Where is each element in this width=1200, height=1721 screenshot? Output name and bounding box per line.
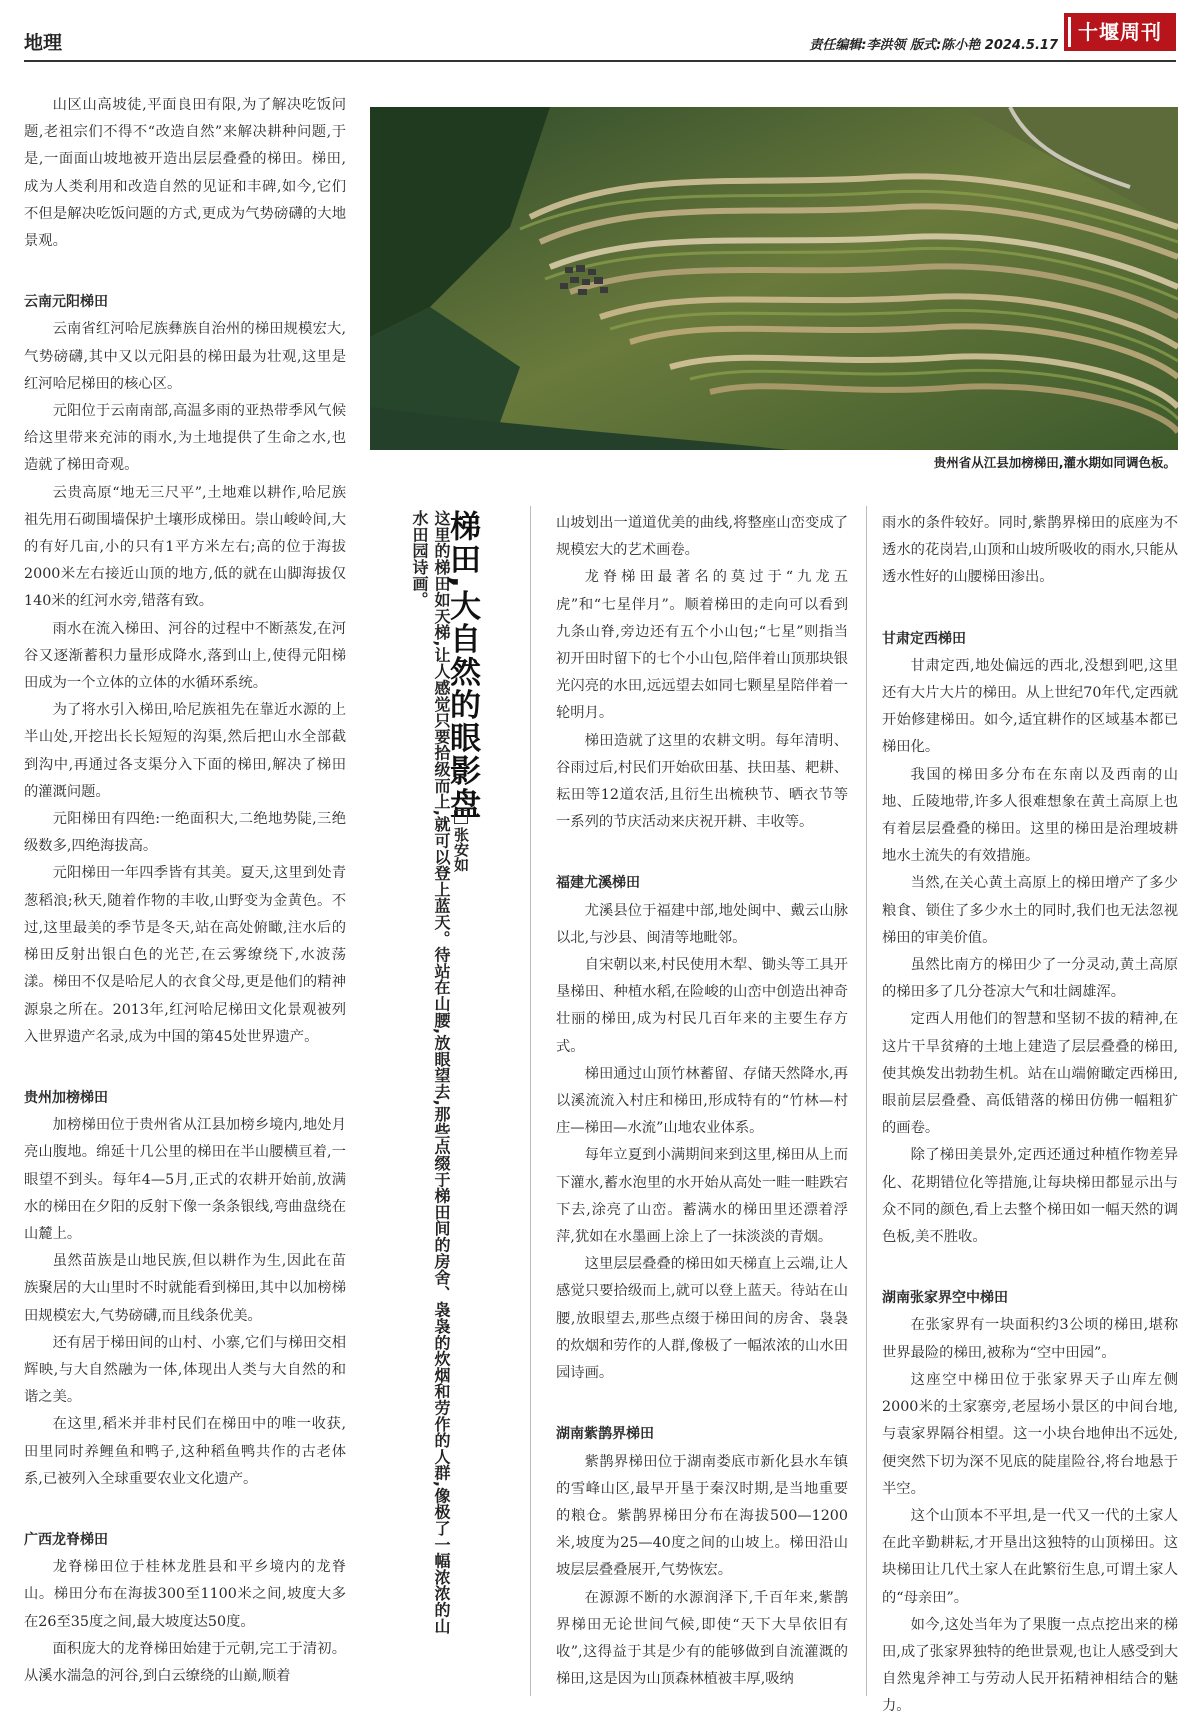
intro-paragraph: 山区山高坡徒,平面良田有限,为了解决吃饭问题,老祖宗们不得不“改造自然”来解决耕种问题,于是,一面面山坡地被开造出层层叠叠的梯田。梯田,成为人类利用和改造自然的见证和丰碑,如今,它们不但是解决吃饭问题的方式,更成为气势磅礴的大地景观。 xyxy=(24,97,346,250)
paragraph: 云贵高原“地无三尺平”,土地难以耕作,哈尼族祖先用石砌围墙保护土壤形成梯田。崇山峻岭间,大的有好几亩,小的只有1平方米左右;高的位于海拔2000米左右接近山顶的地方,低的就在山脚海拔仅140米的红河水旁,错落有致。 xyxy=(24,484,346,610)
paragraph: 这座空中梯田位于张家界天子山库左侧2000米的土家寨旁,老屋场小景区的中间台地,与袁家界隔谷相望。这一小块台地伸出不远处,便突然下切为深不见底的陡崖险谷,将台地悬于半空。 xyxy=(882,1371,1178,1497)
paragraph: 这个山顶本不平坦,是一代又一代的土家人在此辛勤耕耘,才开垦出这独特的山顶梯田。这块梯田让几代土家人在此繁衍生息,可谓土家人的“母亲田”。 xyxy=(882,1507,1178,1606)
paragraph: 在张家界有一块面积约3公顷的梯田,堪称世界最险的梯田,被称为“空中田园”。 xyxy=(882,1317,1178,1361)
terraces-photo-illustration xyxy=(370,107,1178,450)
article-column-1 xyxy=(24,92,346,1690)
editor-credits: 责任编辑:李洪领 版式:陈小艳 2024.5.17 xyxy=(809,38,1058,53)
paragraph: 甘肃定西,地处偏远的西北,没想到吧,这里还有大片大片的梯田。从上世纪70年代,定西就开始修建梯田。如今,适宜耕作的区域基本都已梯田化。 xyxy=(882,657,1178,756)
paragraph: 雨水在流入梯田、河谷的过程中不断蒸发,在河谷又逐渐蓄积力量形成降水,落到山上,使得元阳梯田成为一个立体的立体的水循环系统。 xyxy=(24,620,346,692)
section-heading-youxi: 福建尤溪梯田 xyxy=(556,875,640,892)
section-heading-longji: 广西龙脊梯田 xyxy=(24,1531,108,1548)
section-label: 地理 xyxy=(24,32,63,54)
paragraph: 我国的梯田多分布在东南以及西南的山地、丘陵地带,许多人很难想象在黄土高原上也有着层层叠叠的梯田。这里的梯田是治理坡耕地水土流失的有效措施。 xyxy=(882,766,1178,865)
paragraph: 龙脊梯田位于桂林龙胜县和平乡境内的龙脊山。梯田分布在海拔300至1100米之间,坡度大多在26至35度之间,最大坡度达50度。 xyxy=(24,1559,346,1630)
terraces-photo xyxy=(370,107,1178,450)
paragraph: 加榜梯田位于贵州省从江县加榜乡境内,地处月亮山腹地。绵延十几公里的梯田在半山腰横亘着,一眼望不到头。每年4—5月,正式的农耕开始前,放满水的梯田在夕阳的反射下像一条条银线,弯曲盘绕在山麓上。 xyxy=(24,1117,346,1242)
paragraph: 紫鹊界梯田位于湖南娄底市新化县水车镇的雪峰山区,最早开垦于秦汉时期,是当地重要的粮仓。紫鹊界梯田分布在海拔500—1200米,坡度为25—40度之间的山坡上。梯田沿山坡层层叠叠展开,气势恢宏。 xyxy=(556,1453,848,1579)
section-heading-zhangjiajie: 湖南张家界空中梯田 xyxy=(882,1290,1008,1307)
column-divider xyxy=(866,506,867,1696)
paragraph: 虽然苗族是山地民族,但以耕作为生,因此在苗族聚居的大山里时不时就能看到梯田,其中以加榜梯田规模宏大,气势磅礴,而且线条优美。 xyxy=(24,1253,346,1324)
article-author: 张安如 xyxy=(451,810,472,872)
paragraph: 龙脊梯田最著名的莫过于“九龙五虎”和“七星伴月”。顺着梯田的走向可以看到九条山脊,旁边还有五个小山包;“七星”则指当初开田时留下的七个小山包,陪伴着山顶那块银光闪亮的水田,远远望去如同七颗星星陪伴着一轮明月。 xyxy=(556,569,848,722)
paragraph: 每年立夏到小满期间来到这里,梯田从上而下灌水,蓄水泡里的水开始从高处一畦一畦跌宕下去,涂亮了山峦。蓄满水的梯田里还漂着浮萍,犹如在水墨画上涂上了一抹淡淡的青烟。 xyxy=(556,1147,848,1246)
column-divider xyxy=(530,506,531,1696)
page-header xyxy=(24,18,1176,62)
paragraph: 梯田造就了这里的农耕文明。每年清明、谷雨过后,村民们开始砍田基、扶田基、耙耕、耘田等12道农活,且衍生出梳秧节、晒衣节等一系列的节庆活动来庆祝开耕、丰收等。 xyxy=(556,732,848,831)
paragraph: 虽然比南方的梯田少了一分灵动,黄土高原的梯田多了几分苍凉大气和壮阔雄浑。 xyxy=(882,957,1178,1001)
paragraph: 在源源不断的水源润泽下,千百年来,紫鹊界梯田无论世间气候,即使“天下大旱依旧有收”,这得益于其是少有的能够做到自流灌溉的梯田,这是因为山顶森林植被丰厚,吸纳 xyxy=(556,1589,848,1688)
paragraph: 元阳梯田有四绝:一绝面积大,二绝地势陡,三绝级数多,四绝海拔高。 xyxy=(24,811,346,855)
article-lead: 这里的梯田如天梯,让人感觉只要拾级而上,就可以登上蓝天。待站在山腰,放眼望去,那些点缀于梯田间的房舍、袅袅的炊烟和劳作的人群,像极了一幅浓浓的山水田园诗画。 xyxy=(410,510,451,1634)
article-column-2 xyxy=(556,510,848,1693)
article-column-3 xyxy=(882,510,1178,1721)
paragraph: 定西人用他们的智慧和坚韧不拔的精神,在这片干旱贫瘠的土地上建造了层层叠叠的梯田,使其焕发出勃勃生机。站在山端俯瞰定西梯田,眼前层层叠叠、高低错落的梯田仿佛一幅粗犷的画卷。 xyxy=(882,1011,1178,1137)
paragraph: 当然,在关心黄土高原上的梯田增产了多少粮食、锁住了多少水土的同时,我们也无法忽视梯田的审美价值。 xyxy=(882,875,1178,946)
article-title: 梯田,大自然的眼影盘 xyxy=(444,510,480,821)
paragraph: 还有居于梯田间的山村、小寨,它们与梯田交相辉映,与大自然融为一体,体现出人类与大自然的和谐之美。 xyxy=(24,1334,346,1406)
paragraph: 如今,这处当年为了果腹一点点挖出来的梯田,成了张家界独特的绝世景观,也让人感受到大自然鬼斧神工与劳动人民开拓精神相结合的魅力。 xyxy=(882,1616,1178,1715)
paragraph: 为了将水引入梯田,哈尼族祖先在靠近水源的上半山处,开挖出长长短短的沟渠,然后把山水全部截到沟中,再通过各支渠分入下面的梯田,解决了梯田的灌溉问题。 xyxy=(24,702,346,800)
paragraph: 雨水的条件较好。同时,紫鹊界梯田的底座为不透水的花岗岩,山顶和山坡所吸收的雨水,只能从透水性好的山腰梯田渗出。 xyxy=(882,515,1178,586)
paragraph: 这里层层叠叠的梯田如天梯直上云端,让人感觉只要拾级而上,就可以登上蓝天。待站在山腰,放眼望去,那些点缀于梯田间的房舍、袅袅的炊烟和劳作的人群,像极了一幅浓浓的山水田园诗画。 xyxy=(556,1256,848,1382)
photo-caption: 贵州省从江县加榜梯田,灌水期如同调色板。 xyxy=(933,455,1176,470)
paragraph: 自宋朝以来,村民使用木犁、锄头等工具开垦梯田、种植水稻,在险峻的山峦中创造出神奇壮丽的梯田,成为村民几百年来的主要生存方式。 xyxy=(556,957,848,1055)
paragraph: 除了梯田美景外,定西还通过种植作物差异化、花期错位化等措施,让每块梯田都显示出与众不同的颜色,看上去整个梯田如一幅天然的调色板,美不胜收。 xyxy=(882,1147,1178,1246)
paragraph: 尤溪县位于福建中部,地处闽中、戴云山脉以北,与沙县、闽清等地毗邻。 xyxy=(556,902,848,946)
paragraph: 云南省红河哈尼族彝族自治州的梯田规模宏大,气势磅礴,其中又以元阳县的梯田最为壮观,这里是红河哈尼梯田的核心区。 xyxy=(24,321,346,392)
paragraph: 面积庞大的龙脊梯田始建于元朝,完工于清初。从溪水湍急的河谷,到白云缭绕的山巅,顺着 xyxy=(24,1640,346,1684)
paragraph: 元阳位于云南南部,高温多雨的亚热带季风气候给这里带来充沛的雨水,为土地提供了生命之水,也造就了梯田奇观。 xyxy=(24,403,346,474)
paragraph: 山坡划出一道道优美的曲线,将整座山峦变成了规模宏大的艺术画卷。 xyxy=(556,515,848,559)
section-heading-yuanyang: 云南元阳梯田 xyxy=(24,294,108,311)
masthead-logo: 十堰周刊 xyxy=(1064,13,1176,51)
paragraph: 梯田通过山顶竹林蓄留、存储天然降水,再以溪流流入村庄和梯田,形成特有的“竹林—村庄—梯田—水流”山地农业体系。 xyxy=(556,1065,848,1137)
paragraph: 元阳梯田一年四季皆有其美。夏天,这里到处青葱稻浪;秋天,随着作物的丰收,山野变为金黄色。不过,这里最美的季节是冬天,站在高处俯瞰,注水后的梯田反射出银白色的光芒,在云雾缭绕下,水波荡漾。梯田不仅是哈尼人的衣食父母,更是他们的精神源泉之所在。2013年,红河哈尼梯田文化景观被列入世界遗产名录,成为中国的第45处世界遗产。 xyxy=(24,865,346,1045)
paragraph: 在这里,稻米并非村民们在梯田中的唯一收获,田里同时养鲤鱼和鸭子,这种稻鱼鸭共作的古老体系,已被列入全球重要农业文化遗产。 xyxy=(24,1416,346,1487)
section-heading-dingxi: 甘肃定西梯田 xyxy=(882,630,966,647)
section-heading-jiabang: 贵州加榜梯田 xyxy=(24,1089,108,1106)
section-heading-ziquejie: 湖南紫鹊界梯田 xyxy=(556,1426,654,1443)
